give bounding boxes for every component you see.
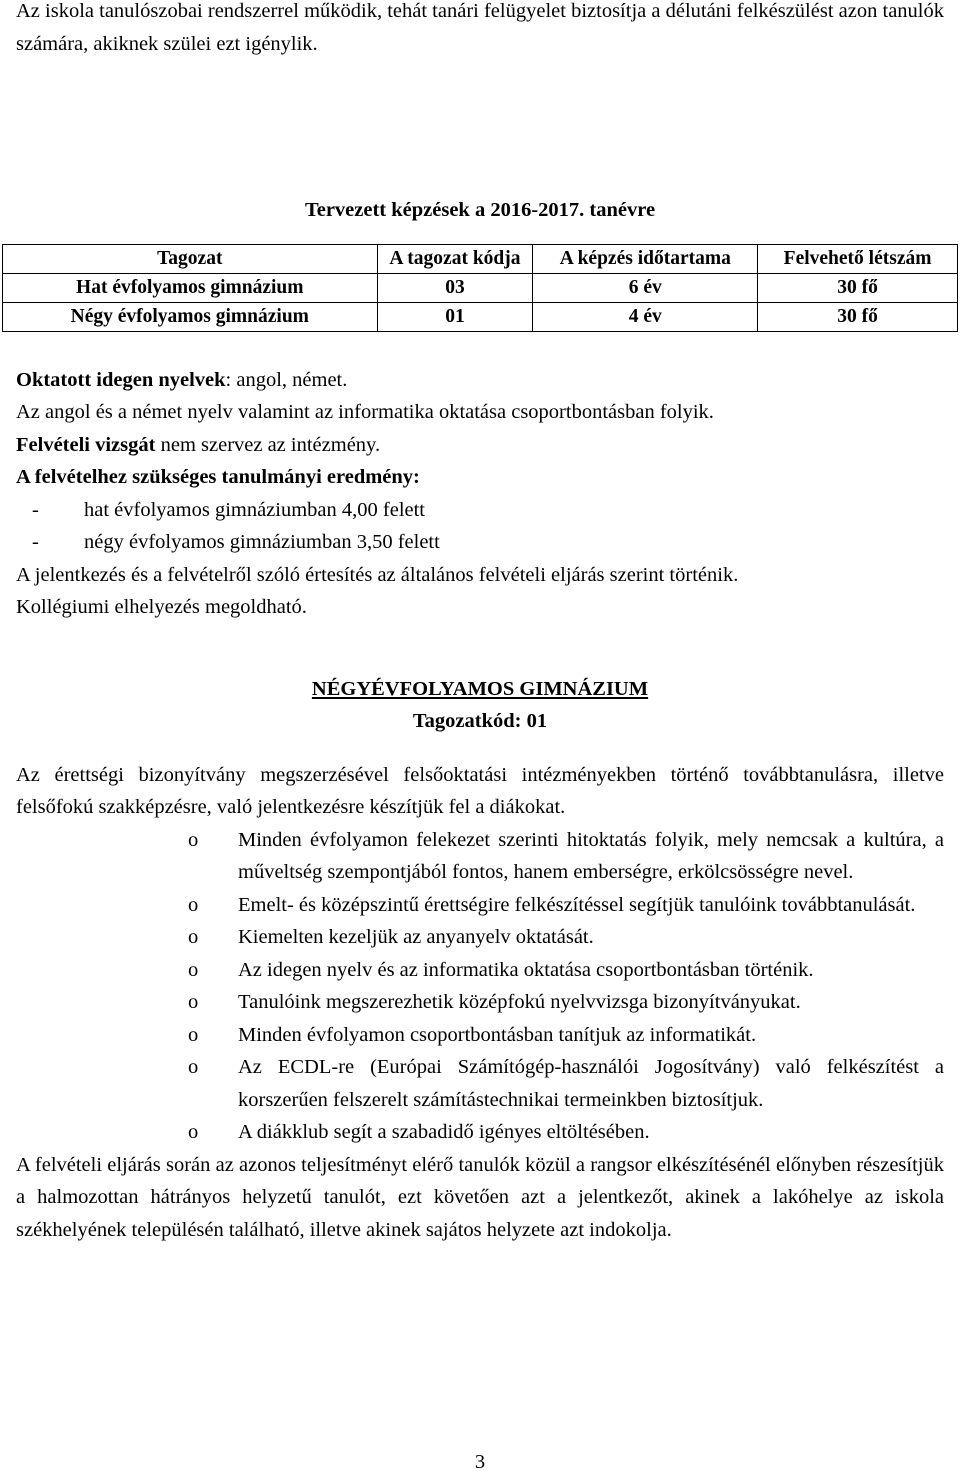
list-item-text: Az ECDL-re (Európai Számítógép-használói Jogosítvány) való felkészítést a korszerűen felszerelt számítástechnikai termeinkben biztosítjuk. bbox=[238, 1056, 944, 1111]
groups-line: Az angol és a német nyelv valamint az informatika oktatása csoportbontásban folyik. bbox=[16, 401, 714, 423]
exam-line bbox=[16, 429, 944, 462]
feature-list bbox=[16, 824, 944, 1149]
list-item bbox=[188, 824, 944, 889]
languages-value: : angol, német. bbox=[225, 368, 348, 391]
list-item bbox=[188, 986, 944, 1019]
bullet-marker: o bbox=[188, 1121, 199, 1143]
requirement-text: négy évfolyamos gimnáziumban 3,50 felett bbox=[84, 531, 440, 553]
table-cell: 4 év bbox=[533, 302, 758, 331]
section-title: NÉGYÉVFOLYAMOS GIMNÁZIUM bbox=[311, 677, 649, 700]
table-header-cell: A tagozat kódja bbox=[377, 244, 533, 273]
bullet-marker: o bbox=[188, 1023, 199, 1046]
bullet-marker: o bbox=[188, 958, 199, 981]
list-item bbox=[188, 954, 944, 987]
requirement-text: hat évfolyamos gimnáziumban 4,00 felett bbox=[84, 498, 426, 521]
requirement-item bbox=[16, 526, 944, 559]
list-item-text: Kiemelten kezeljük az anyanyelv oktatását. bbox=[238, 926, 594, 948]
table-header-cell: A képzés időtartama bbox=[533, 244, 758, 273]
table-cell: 6 év bbox=[533, 273, 758, 302]
list-item-text: Minden évfolyamon felekezet szerinti hitoktatás folyik, mely nemcsak a kultúra, a műveltség szempontjából fontos, hanem emberségre, erkölcsösségre nevel. bbox=[238, 828, 944, 883]
table-row bbox=[3, 273, 958, 302]
list-item-text: A diákklub segít a szabadidő igényes eltöltésében. bbox=[238, 1121, 650, 1143]
dash-marker: - bbox=[32, 498, 39, 521]
requirement-item bbox=[16, 494, 944, 527]
table-cell: 03 bbox=[377, 273, 533, 302]
intro-paragraph: Az iskola tanulószobai rendszerrel működik, tehát tanári felügyelet biztosítja a délutáni felkészülést azon tanulók számára, akiknek szülei ezt igénylik. bbox=[16, 0, 944, 55]
exam-label: Felvételi vizsgát bbox=[16, 433, 156, 456]
languages-label: Oktatott idegen nyelvek bbox=[16, 368, 226, 391]
section-code: Tagozatkód: 01 bbox=[412, 710, 548, 732]
table-title: Tervezett képzések a 2016-2017. tanévre bbox=[304, 199, 656, 221]
list-item-text: Az idegen nyelv és az informatika oktatása csoportbontásban történik. bbox=[238, 958, 814, 981]
section-description: Az érettségi bizonyítvány megszerzésével felsőoktatási intézményekben történő továbbtanulásra, illetve felsőfokú szakképzésre, való jelentkezésre készítjük fel a diákokat. bbox=[16, 763, 944, 818]
notification-line: A jelentkezés és a felvételről szóló értesítés az általános felvételi eljárás szerint történik. bbox=[16, 563, 739, 586]
table-cell: 30 fő bbox=[758, 273, 958, 302]
bullet-marker: o bbox=[188, 893, 199, 916]
table-header-cell: Felvehető létszám bbox=[758, 244, 958, 273]
list-item bbox=[188, 889, 944, 922]
bullet-marker: o bbox=[188, 1056, 199, 1078]
table-cell: 30 fő bbox=[758, 302, 958, 331]
dash-marker: - bbox=[32, 531, 39, 553]
list-item bbox=[188, 1019, 944, 1052]
table-row bbox=[3, 302, 958, 331]
list-item-text: Minden évfolyamon csoportbontásban tanítjuk az informatikát. bbox=[238, 1023, 757, 1046]
list-item bbox=[188, 921, 944, 954]
list-item-text: Tanulóink megszerezhetik középfokú nyelvvizsga bizonyítványukat. bbox=[238, 991, 801, 1013]
table-cell: 01 bbox=[377, 302, 533, 331]
bullet-marker: o bbox=[188, 926, 199, 948]
training-table bbox=[2, 244, 958, 332]
list-item-text: Emelt- és középszintű érettségire felkészítéssel segítjük tanulóink továbbtanulását. bbox=[238, 893, 916, 916]
admission-info bbox=[16, 364, 944, 624]
page-number: 3 bbox=[474, 1451, 486, 1473]
bullet-marker: o bbox=[188, 991, 199, 1013]
languages-line bbox=[16, 364, 944, 397]
exam-text: nem szervez az intézmény. bbox=[155, 433, 381, 456]
document-page bbox=[16, 0, 944, 1246]
requirement-title: A felvételhez szükséges tanulmányi eredmény: bbox=[16, 466, 420, 488]
dormitory-line: Kollégiumi elhelyezés megoldható. bbox=[16, 596, 307, 618]
closing-paragraph: A felvételi eljárás során az azonos teljesítményt elérő tanulók közül a rangsor elkészítésénél előnyben részesítjük a halmozottan hátrányos helyzetű tanulót, ezt követően azt a jelentkezőt, akinek a lakóhelye az iskola székhelyének településén található, illetve akinek sajátos helyzete azt indokolja. bbox=[16, 1153, 944, 1241]
table-header-row bbox=[3, 244, 958, 273]
table-cell: Hat évfolyamos gimnázium bbox=[3, 273, 378, 302]
bullet-marker: o bbox=[188, 828, 199, 851]
list-item bbox=[188, 1051, 944, 1116]
list-item bbox=[188, 1116, 944, 1149]
table-header-cell: Tagozat bbox=[3, 244, 378, 273]
table-cell: Négy évfolyamos gimnázium bbox=[3, 302, 378, 331]
